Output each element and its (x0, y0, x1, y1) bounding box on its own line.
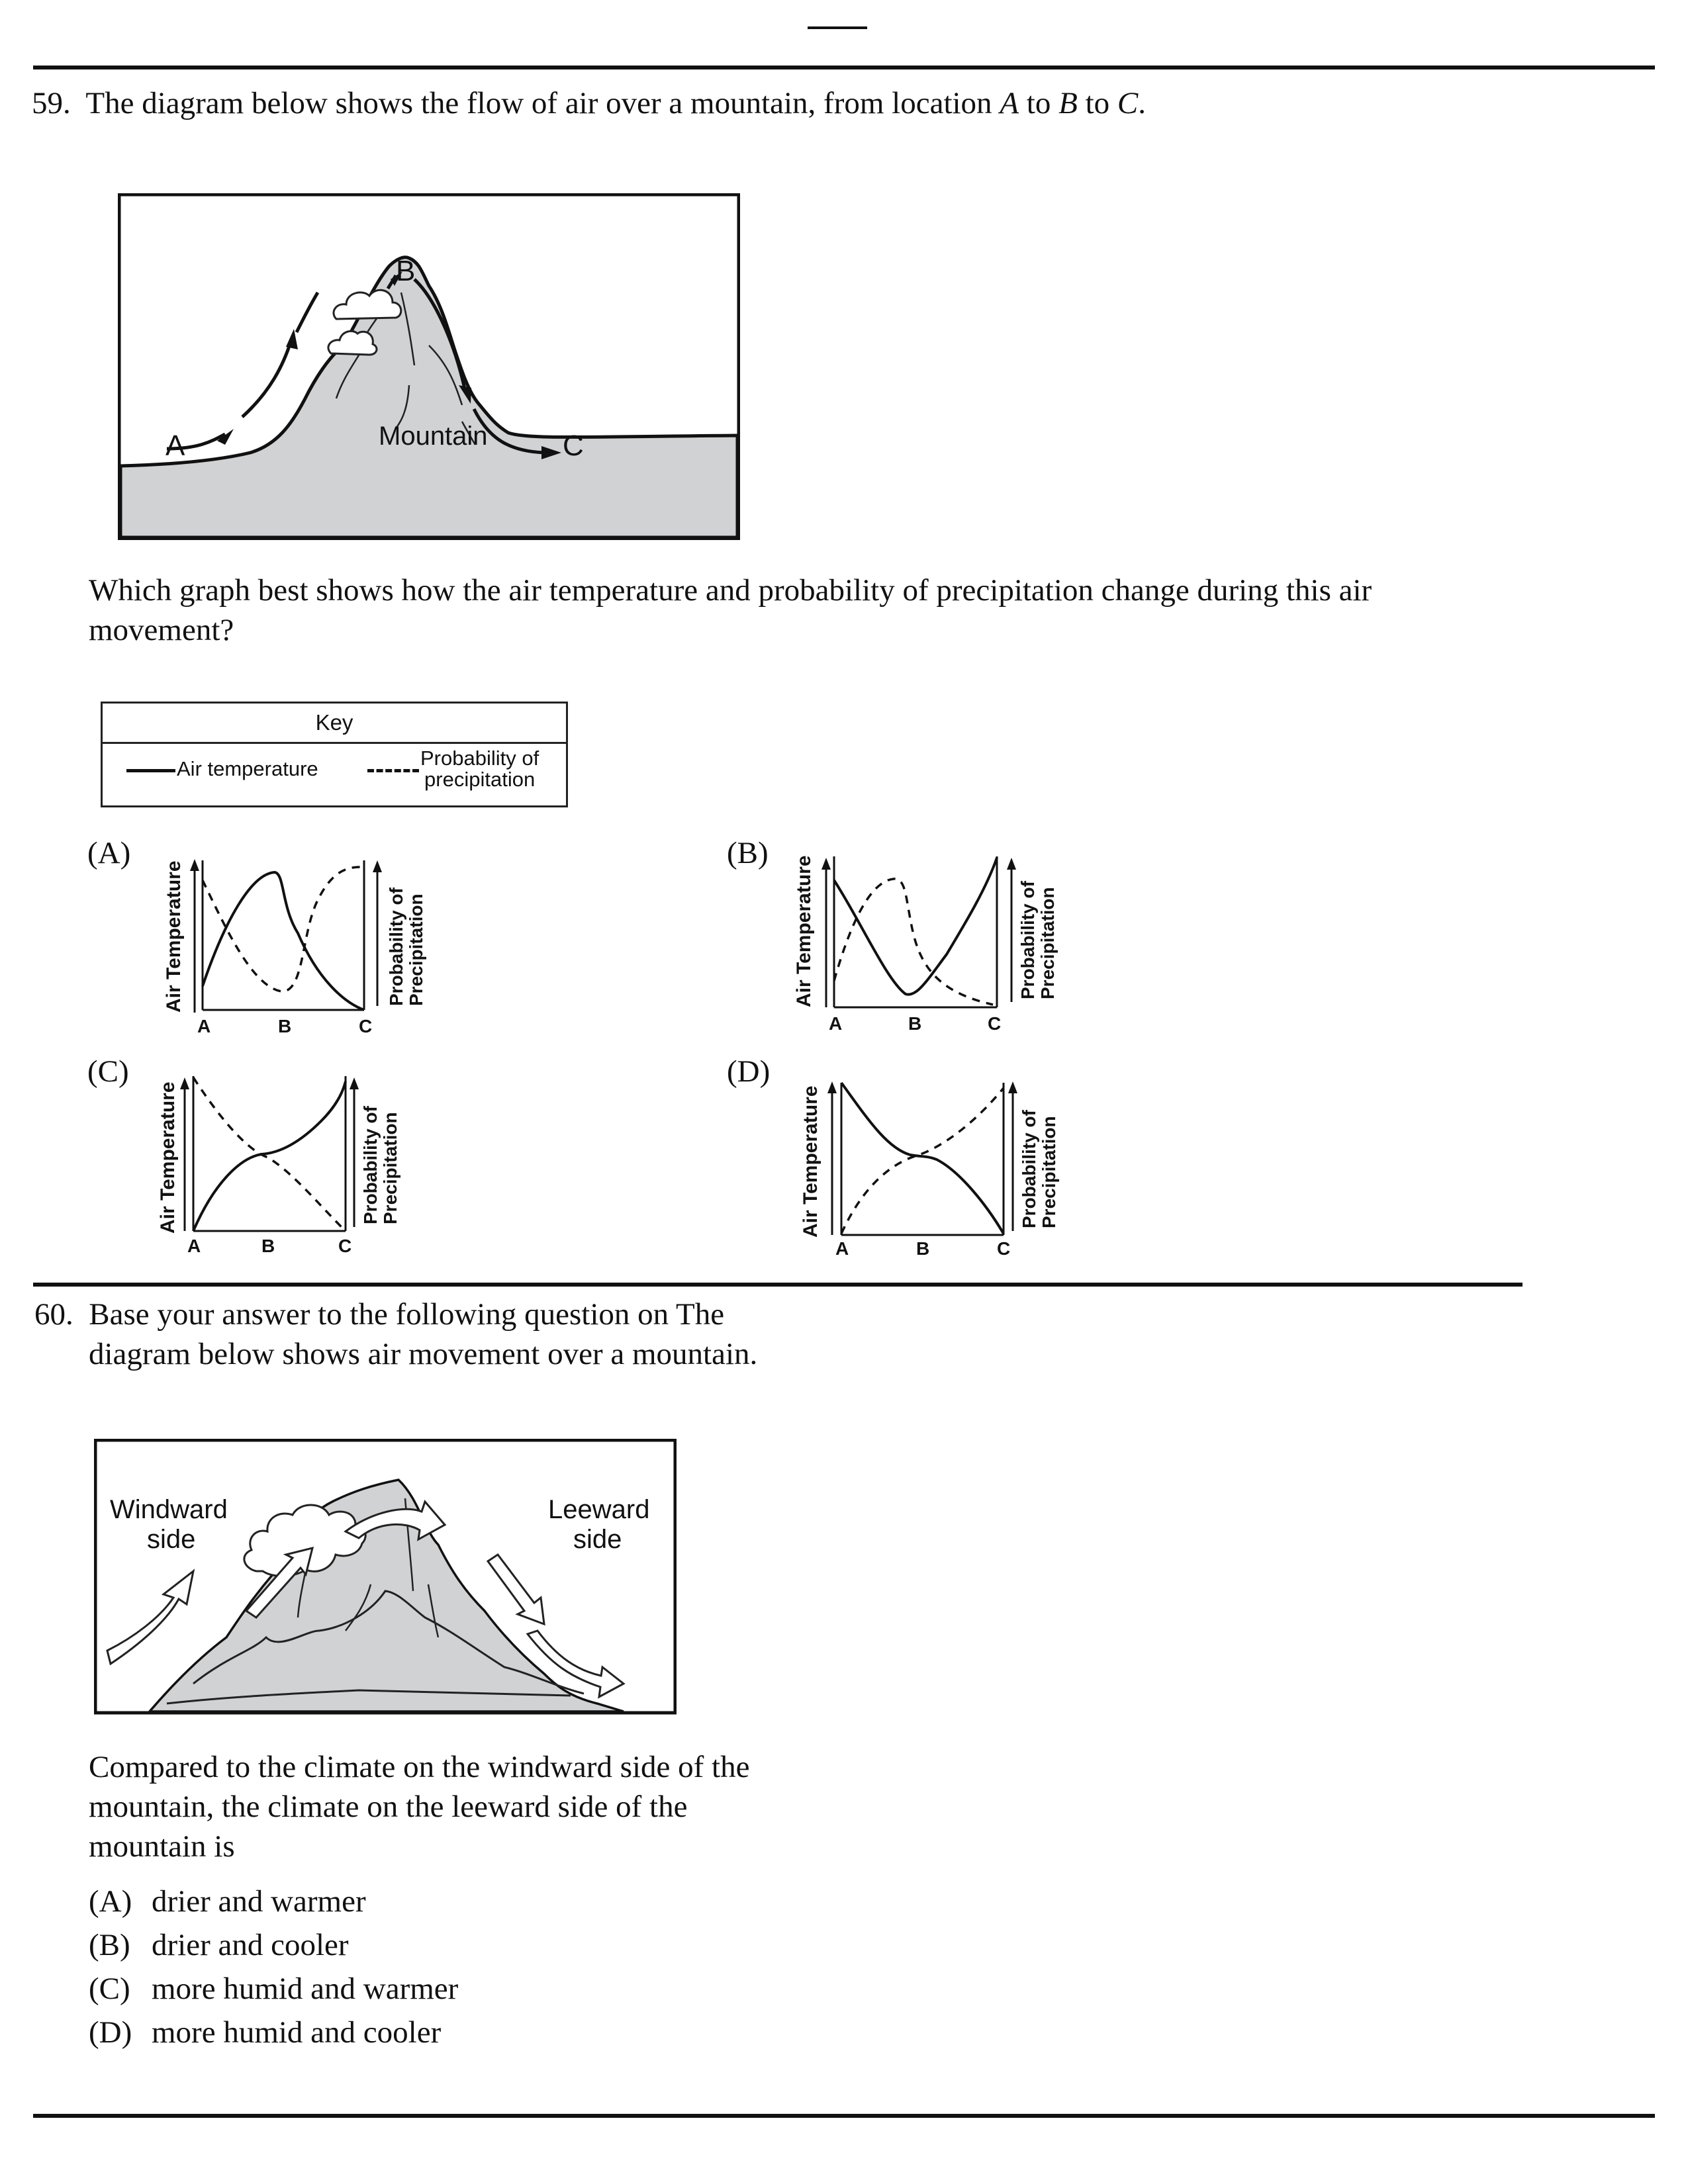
q59-number: 59. (32, 86, 71, 120)
svg-text:B: B (261, 1236, 275, 1253)
svg-text:Air Temperature: Air Temperature (800, 1085, 821, 1238)
choice-d[interactable]: (D) more humid and cooler (89, 2015, 442, 2050)
choice-b[interactable]: (B) drier and cooler (89, 1928, 349, 1962)
key-row (103, 744, 566, 805)
svg-text:Probability of: Probability of (1017, 881, 1038, 999)
key-air-temperature: Air temperature (177, 757, 318, 780)
option-d-label[interactable]: (D) (727, 1054, 771, 1089)
svg-text:A: A (187, 1236, 201, 1253)
q60-number: 60. (34, 1297, 73, 1332)
q59-prompt: 59. The diagram below shows the flow of air over a mountain, from location A to B to C. (32, 86, 1146, 120)
label-mountain: Mountain (379, 422, 488, 451)
svg-text:B: B (908, 1013, 922, 1034)
svg-text:Precipitation: Precipitation (1039, 1116, 1059, 1228)
graph-option-a[interactable] (159, 854, 450, 1039)
svg-text:side: side (573, 1525, 622, 1554)
y-axis-label: Air Temperature (163, 860, 185, 1013)
choice-c[interactable]: (C) more humid and warmer (89, 1972, 459, 2006)
svg-text:C: C (997, 1238, 1011, 1257)
graph-option-c[interactable] (149, 1068, 440, 1253)
mountain-airflow-diagram (118, 193, 740, 540)
solid-line-swatch (126, 769, 175, 772)
svg-text:A: A (197, 1016, 211, 1036)
option-c-label[interactable]: (C) (87, 1054, 129, 1089)
key-probability: Probability of precipitation (420, 747, 539, 791)
leeward-label: Leeward (548, 1495, 650, 1524)
label-c: C (563, 430, 584, 462)
q60-question: Compared to the climate on the windward side of the mountain, the climate on the leeward side of the mountain is (89, 1750, 750, 1864)
svg-text:Air Temperature: Air Temperature (793, 855, 815, 1007)
windward-label: Windward (110, 1495, 228, 1524)
choice-a[interactable]: (A) drier and warmer (89, 1884, 366, 1919)
svg-text:A: A (829, 1013, 843, 1034)
top-rule (33, 66, 1655, 69)
option-b-label[interactable]: (B) (727, 836, 769, 870)
svg-text:C: C (338, 1236, 352, 1253)
question-divider (33, 1283, 1523, 1287)
option-a-label[interactable]: (A) (87, 836, 131, 870)
svg-text:Probability of: Probability of (386, 887, 406, 1006)
svg-text:B: B (278, 1016, 292, 1036)
q59-question: Which graph best shows how the air temperature and probability of precipitation change during this air movement? (89, 573, 1372, 647)
dashed-line-swatch (367, 769, 419, 772)
header-mark (808, 26, 867, 29)
svg-text:C: C (988, 1013, 1002, 1034)
svg-text:C: C (359, 1016, 373, 1036)
graph-key (101, 702, 568, 807)
windward-leeward-diagram (94, 1439, 677, 1715)
svg-text:A: A (835, 1238, 849, 1257)
label-b: B (396, 255, 416, 287)
svg-text:Precipitation: Precipitation (1037, 887, 1058, 999)
svg-text:Probability of: Probability of (360, 1106, 381, 1224)
q60-intro: 60. Base your answer to the following question on The diagram below shows air movement over a mountain. (34, 1297, 758, 1371)
key-title: Key (103, 704, 566, 744)
svg-text:side: side (147, 1525, 196, 1554)
svg-text:Probability of: Probability of (1019, 1110, 1039, 1228)
svg-text:Precipitation: Precipitation (406, 893, 426, 1006)
bottom-rule (33, 2114, 1655, 2118)
label-a: A (165, 430, 185, 462)
svg-text:B: B (916, 1238, 930, 1257)
q60-choices (89, 1880, 458, 2054)
svg-text:Air Temperature: Air Temperature (157, 1081, 179, 1234)
graph-option-d[interactable] (794, 1072, 1086, 1257)
svg-text:Precipitation: Precipitation (380, 1112, 400, 1224)
graph-option-b[interactable] (788, 848, 1079, 1034)
